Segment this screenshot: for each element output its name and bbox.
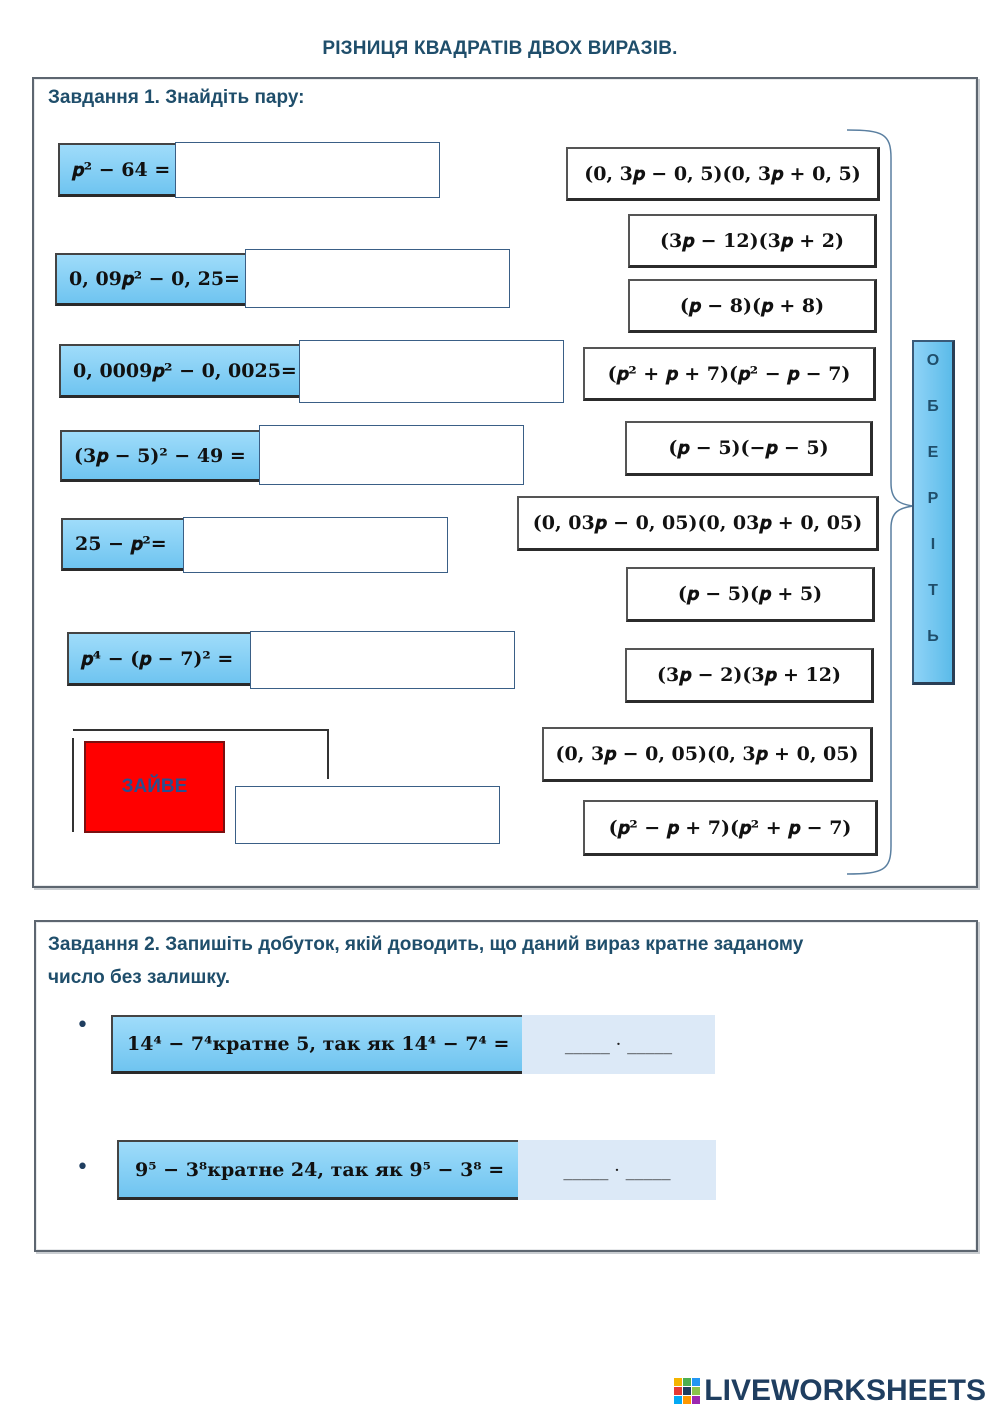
expression-3: 𝟎, 𝟎𝟎𝟎𝟗𝒑² − 𝟎, 𝟎𝟎𝟐𝟓= (59, 344, 302, 398)
option-1[interactable]: (𝟎, 𝟑𝒑 − 𝟎, 𝟓)(𝟎, 𝟑𝒑 + 𝟎, 𝟓) (566, 147, 880, 201)
flip-letter: Р (927, 490, 939, 507)
flip-letter: Ь (927, 628, 939, 645)
extra-label: ЗАЙВЕ (84, 741, 225, 833)
option-10[interactable]: (𝒑² − 𝒑 + 𝟕)(𝒑² + 𝒑 − 𝟕) (583, 800, 878, 856)
flip-letter: О (926, 352, 940, 369)
drop-slot-3[interactable] (299, 340, 564, 403)
expression-2: 𝟎, 𝟎𝟗𝒑² − 𝟎, 𝟐𝟓= (55, 253, 248, 306)
task2-expression-2: 𝟗⁵ − 𝟑⁸кратне 𝟐𝟒, так як 𝟗⁵ − 𝟑⁸ = (117, 1140, 521, 1200)
answer-field-2[interactable]: _____ · _____ (518, 1140, 716, 1200)
option-6[interactable]: (𝟎, 𝟎𝟑𝒑 − 𝟎, 𝟎𝟓)(𝟎, 𝟎𝟑𝒑 + 𝟎, 𝟎𝟓) (517, 496, 879, 551)
extra-frame-top (73, 729, 329, 731)
flip-letter: Т (928, 582, 938, 599)
drop-slot-4[interactable] (259, 425, 524, 485)
option-8[interactable]: (𝟑𝒑 − 𝟐)(𝟑𝒑 + 𝟏𝟐) (625, 648, 874, 703)
option-2[interactable]: (𝟑𝒑 − 𝟏𝟐)(𝟑𝒑 + 𝟐) (628, 214, 877, 268)
flip-letter: І (930, 536, 936, 553)
task1-heading: Завдання 1. Знайдіть пару: (48, 87, 305, 108)
option-5[interactable]: (𝒑 − 𝟓)(−𝒑 − 𝟓) (625, 421, 873, 476)
expression-1: 𝒑² − 𝟔𝟒 = (58, 143, 178, 197)
option-7[interactable]: (𝒑 − 𝟓)(𝒑 + 𝟓) (626, 567, 875, 622)
task2-heading-line1: Завдання 2. Запишіть добуток, якій доводить, що даний вираз кратне заданому (48, 934, 804, 955)
option-3[interactable]: (𝒑 − 𝟖)(𝒑 + 𝟖) (628, 279, 877, 333)
option-9[interactable]: (𝟎, 𝟑𝒑 − 𝟎, 𝟎𝟓)(𝟎, 𝟑𝒑 + 𝟎, 𝟎𝟓) (542, 727, 873, 782)
liveworksheets-logo (674, 1374, 986, 1408)
expression-6: 𝒑⁴ − (𝒑 − 𝟕)² = (67, 632, 253, 686)
logo-text: LIVEWORKSHEETS (704, 1374, 986, 1407)
page-title: РІЗНИЦЯ КВАДРАТІВ ДВОХ ВИРАЗІВ. (322, 38, 678, 59)
drop-slot-extra[interactable] (235, 786, 500, 844)
drop-slot-2[interactable] (245, 249, 510, 308)
option-4[interactable]: (𝒑² + 𝒑 + 𝟕)(𝒑² − 𝒑 − 𝟕) (583, 347, 876, 401)
answer-field-1[interactable]: _____ · _____ (522, 1015, 715, 1074)
bullet-2: • (76, 1155, 89, 1180)
drop-slot-5[interactable] (183, 517, 448, 573)
flip-letter: Б (927, 398, 939, 415)
bullet-1: • (76, 1013, 89, 1038)
task2-expression-1: 𝟏𝟒⁴ − 𝟕⁴кратне 𝟓, так як 𝟏𝟒⁴ − 𝟕⁴ = (111, 1015, 525, 1074)
flip-letter: Е (927, 444, 939, 461)
flip-button[interactable] (912, 340, 955, 685)
drop-slot-6[interactable] (250, 631, 515, 689)
expression-5: 𝟐𝟓 − 𝒑²= (61, 518, 186, 571)
task2-heading-line2: число без залишку. (48, 967, 231, 988)
extra-frame-left (72, 738, 74, 832)
logo-icon (674, 1378, 700, 1404)
expression-4: (𝟑𝒑 − 𝟓)² − 𝟒𝟗 = (60, 430, 262, 482)
extra-frame-right (327, 729, 329, 779)
brace-icon (843, 128, 915, 876)
drop-slot-1[interactable] (175, 142, 440, 198)
